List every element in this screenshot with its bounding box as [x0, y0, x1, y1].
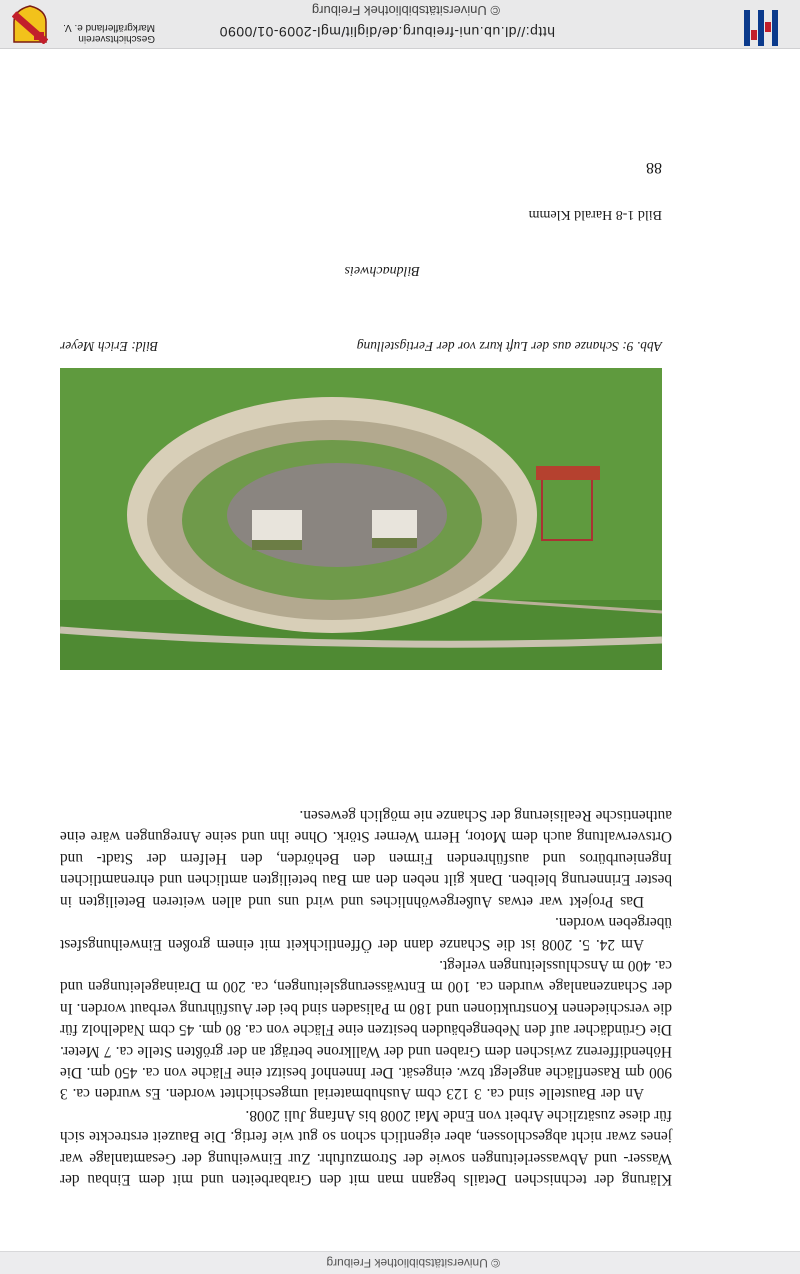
credits-heading: Bildnachweis [344, 263, 420, 278]
page-number: 88 [646, 159, 662, 176]
top-strip-text: © Universitätsbibliothek Freiburg [326, 1256, 500, 1270]
photo-building-left [372, 510, 417, 540]
society-name [45, 22, 155, 44]
paragraph-4: Das Projekt war etwas Außergewöhnliches und wird uns und allen weiteren Beteiligten in bester Erinnerung bleiben. Dank gilt neben den am Bau beteiligten amtlichen und ehrenamtlichen Ingenieurbüros und ausführenden Firmen den Behörden, den Helfern der Stadt- und Ortsverwaltung auch dem Motor, Herrn Werner Störk. Ohne ihn und seine Anregungen wäre eine authentische Realisierung der Schanze nie möglich gewesen. [60, 807, 672, 910]
photo-building-right-roof [252, 540, 302, 550]
aerial-photo [60, 368, 662, 670]
figure-caption: Abb. 9: Schanze aus der Luft kurz vor der Fertigstellung [356, 339, 662, 354]
paragraph-2: An der Baustelle sind ca. 3 123 cbm Aushubmaterial umgeschichtet worden. Es wurden ca. 3 900 qm Rasenfläche angelegt bzw. eingesät. Der Innenhof besitzt eine Fläche von ca. 450 qm. Die Höhendifferenz zwischen dem Graben und der Wallkrone beträgt an der größten Stelle ca. 7 Meter. Die Gründächer auf den Nebengebäuden besitzen eine Fläche von ca. 80 qm. 45 cbm Nadelholz für die verschiedenen Konstruktionen und 180 m Palisaden sind bei der Ausführung verbaut worden. In der Schanzenanlage wurden ca. 100 m Entwässerungsleitungen, ca. 200 m Drainageleitungen und ca. 400 m Anschlussleitungen verlegt. [60, 956, 672, 1103]
body-text [60, 805, 672, 1190]
photo-building-right [252, 510, 302, 542]
society-crest-icon [12, 4, 48, 44]
society-line-2: Markgräflerland e. V. [63, 22, 155, 33]
top-library-strip [0, 1251, 800, 1274]
photo-scaffold-base [536, 466, 600, 480]
paragraph-3: Am 24. 5. 2008 ist die Schanze dann der Öffentlichkeit mit einem großen Einweihungsfest übergeben worden. [60, 914, 672, 953]
credits-line: Bild 1-8 Harald Klemm [528, 207, 662, 222]
library-bar [0, 0, 800, 49]
photo-building-left-roof [372, 538, 417, 548]
library-url[interactable]: http://dl.ub.uni-freiburg.de/diglit/mgl-2009-01/0090 [219, 24, 555, 40]
university-logo-icon [740, 6, 784, 46]
paragraph-1: Klärung der technischen Details begann man mit den Grabarbeiten und mit dem Einbau der Wasser- und Abwasserleitungen sowie der Stromzufuhr. Zur Einweihung der Gesamtanlage war jenes zwar nicht abgeschlossen, aber eigentlich schon so gut wie fertig. Die Bauzeit erstreckte sich für diese zusätzliche Arbeit von Ende Mai 2008 bis Anfang Juli 2008. [60, 1106, 672, 1188]
library-copyright: © Universitätsbibliothek Freiburg [311, 3, 500, 18]
figure-credit: Bild: Erich Meyer [60, 339, 159, 354]
society-line-1: Geschichtsverein [78, 33, 155, 44]
